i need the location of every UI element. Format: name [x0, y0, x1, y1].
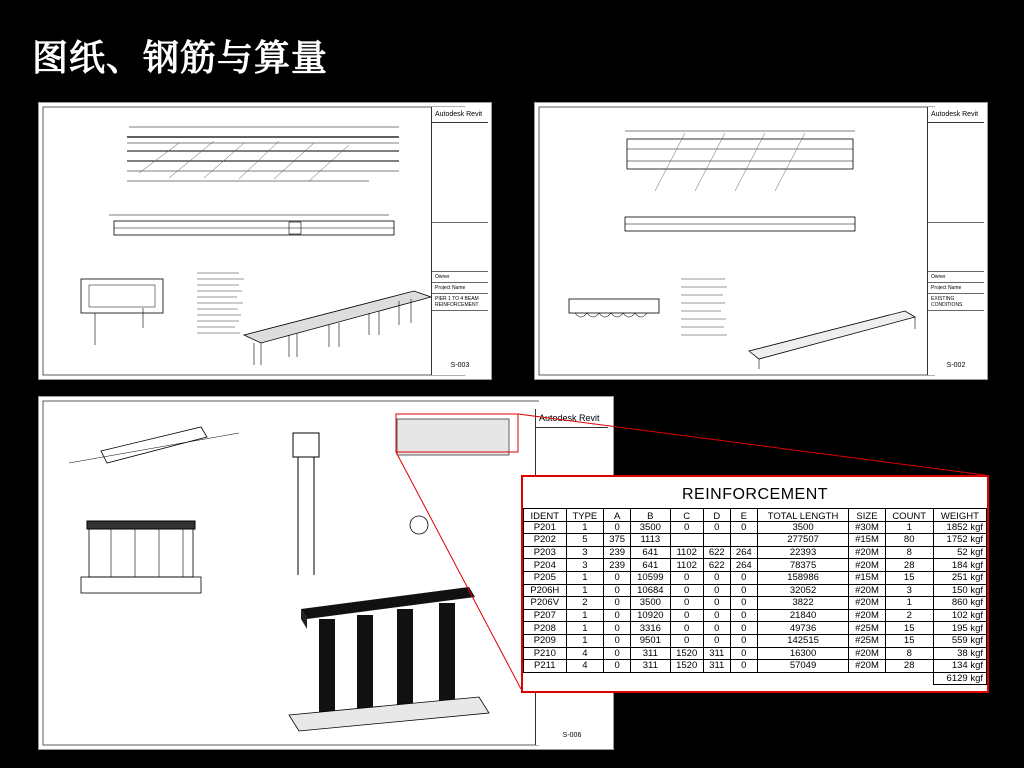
table-row: [524, 647, 987, 660]
table-cell: 264: [730, 559, 757, 572]
empty-cell: [885, 672, 933, 685]
table-cell: 0: [703, 609, 730, 622]
table-cell: #20M: [849, 647, 885, 660]
table-cell: 8: [885, 647, 933, 660]
sheet-number: S-003: [450, 362, 470, 369]
table-cell: 0: [604, 647, 631, 660]
table-cell: 8: [885, 546, 933, 559]
table-cell: 1852 kgf: [933, 521, 986, 534]
table-cell: #20M: [849, 584, 885, 597]
table-cell: 0: [670, 609, 703, 622]
table-cell: 0: [670, 521, 703, 534]
table-cell: 0: [670, 622, 703, 635]
table-cell: #20M: [849, 597, 885, 610]
table-cell: 1: [566, 609, 604, 622]
table-cell: 80: [885, 534, 933, 547]
table-cell: 239: [604, 559, 631, 572]
table-cell: 4: [566, 660, 604, 673]
table-cell: 28: [885, 559, 933, 572]
table-cell: P204: [524, 559, 567, 572]
table-cell: P210: [524, 647, 567, 660]
table-row: [524, 660, 987, 673]
table-cell: 57049: [757, 660, 849, 673]
table-cell: [670, 534, 703, 547]
table-cell: 311: [631, 660, 670, 673]
table-cell: 264: [730, 546, 757, 559]
table-cell: 0: [604, 634, 631, 647]
column-header: B: [631, 509, 670, 522]
table-cell: #25M: [849, 622, 885, 635]
table-cell: #25M: [849, 634, 885, 647]
empty-cell: [524, 672, 567, 685]
table-cell: 195 kgf: [933, 622, 986, 635]
table-cell: 0: [670, 634, 703, 647]
column-header: COUNT: [885, 509, 933, 522]
table-cell: P211: [524, 660, 567, 673]
table-cell: 311: [703, 660, 730, 673]
table-cell: 1: [885, 521, 933, 534]
table-cell: 0: [703, 634, 730, 647]
column-header: D: [703, 509, 730, 522]
table-cell: 78375: [757, 559, 849, 572]
empty-cell: [566, 672, 604, 685]
table-row: [524, 609, 987, 622]
reinforcement-table: [523, 508, 987, 685]
title-block-sheet-name: PIER 1 TO 4 BEAM REINFORCEMENT: [432, 294, 488, 311]
title-block-brand: Autodesk Revit: [536, 409, 608, 428]
table-cell: 15: [885, 571, 933, 584]
table-row: [524, 584, 987, 597]
table-row: [524, 622, 987, 635]
title-block-project: Project Name: [432, 283, 488, 294]
table-cell: 559 kgf: [933, 634, 986, 647]
table-cell: 102 kgf: [933, 609, 986, 622]
table-cell: 0: [604, 622, 631, 635]
table-cell: 49736: [757, 622, 849, 635]
table-cell: 32052: [757, 584, 849, 597]
table-cell: 3: [885, 584, 933, 597]
table-cell: 134 kgf: [933, 660, 986, 673]
table-cell: 0: [604, 584, 631, 597]
reinforcement-schedule-callout: [521, 475, 989, 693]
table-row: [524, 534, 987, 547]
table-cell: 142515: [757, 634, 849, 647]
table-row: [524, 521, 987, 534]
empty-cell: [631, 672, 670, 685]
table-cell: 641: [631, 559, 670, 572]
table-cell: 311: [703, 647, 730, 660]
table-cell: 16300: [757, 647, 849, 660]
table-cell: 0: [730, 521, 757, 534]
table-cell: 0: [730, 622, 757, 635]
table-cell: 22393: [757, 546, 849, 559]
table-cell: 184 kgf: [933, 559, 986, 572]
table-cell: 1: [885, 597, 933, 610]
table-cell: 0: [670, 584, 703, 597]
empty-cell: [757, 672, 849, 685]
table-cell: 0: [703, 622, 730, 635]
table-cell: 3500: [757, 521, 849, 534]
table-cell: P206V: [524, 597, 567, 610]
column-header: E: [730, 509, 757, 522]
empty-cell: [670, 672, 703, 685]
empty-cell: [730, 672, 757, 685]
table-cell: 0: [604, 571, 631, 584]
table-cell: 28: [885, 660, 933, 673]
table-cell: 0: [703, 521, 730, 534]
empty-cell: [703, 672, 730, 685]
table-cell: 0: [730, 634, 757, 647]
column-header: A: [604, 509, 631, 522]
table-cell: 277507: [757, 534, 849, 547]
table-row: [524, 546, 987, 559]
table-cell: P207: [524, 609, 567, 622]
table-cell: [730, 534, 757, 547]
table-row: [524, 597, 987, 610]
table-cell: 2: [885, 609, 933, 622]
table-cell: 21840: [757, 609, 849, 622]
table-cell: 1: [566, 584, 604, 597]
total-weight: 6129 kgf: [933, 672, 986, 685]
table-cell: 251 kgf: [933, 571, 986, 584]
table-cell: #20M: [849, 660, 885, 673]
table-cell: 0: [703, 584, 730, 597]
table-cell: 3: [566, 559, 604, 572]
table-cell: 3316: [631, 622, 670, 635]
table-cell: 3500: [631, 597, 670, 610]
empty-cell: [849, 672, 885, 685]
table-cell: 860 kgf: [933, 597, 986, 610]
table-cell: 0: [670, 597, 703, 610]
table-cell: #15M: [849, 534, 885, 547]
table-row: [524, 571, 987, 584]
page-title: 图纸、钢筋与算量: [32, 38, 329, 79]
title-block-client: Owner: [928, 272, 984, 283]
column-header: TOTAL LENGTH: [757, 509, 849, 522]
table-cell: 4: [566, 647, 604, 660]
table-cell: 1102: [670, 559, 703, 572]
table-cell: P206H: [524, 584, 567, 597]
table-cell: 0: [730, 647, 757, 660]
table-cell: #20M: [849, 559, 885, 572]
table-cell: 311: [631, 647, 670, 660]
table-cell: 1: [566, 634, 604, 647]
table-cell: P202: [524, 534, 567, 547]
column-header: IDENT: [524, 509, 567, 522]
table-cell: 622: [703, 559, 730, 572]
table-cell: 0: [730, 584, 757, 597]
table-cell: 1: [566, 622, 604, 635]
table-cell: [703, 534, 730, 547]
table-cell: 1113: [631, 534, 670, 547]
table-cell: 239: [604, 546, 631, 559]
table-cell: 10684: [631, 584, 670, 597]
sheet-number: S-006: [562, 732, 582, 739]
table-cell: 0: [670, 571, 703, 584]
table-cell: 1: [566, 521, 604, 534]
table-cell: 52 kgf: [933, 546, 986, 559]
column-header: TYPE: [566, 509, 604, 522]
title-block-client: Owner: [432, 272, 488, 283]
table-cell: 1: [566, 571, 604, 584]
table-cell: 0: [730, 571, 757, 584]
schedule-title: REINFORCEMENT: [681, 486, 829, 503]
table-cell: 158986: [757, 571, 849, 584]
table-cell: 3500: [631, 521, 670, 534]
table-cell: 0: [703, 571, 730, 584]
table-cell: 622: [703, 546, 730, 559]
table-cell: #15M: [849, 571, 885, 584]
table-cell: 2: [566, 597, 604, 610]
table-cell: P205: [524, 571, 567, 584]
empty-cell: [604, 672, 631, 685]
title-block-brand: Autodesk Revit: [432, 107, 488, 123]
table-cell: 0: [604, 609, 631, 622]
table-cell: 3: [566, 546, 604, 559]
table-cell: #20M: [849, 609, 885, 622]
table-cell: 3822: [757, 597, 849, 610]
title-block-sheet-name: EXISTING CONDITIONS: [928, 294, 984, 311]
table-cell: 5: [566, 534, 604, 547]
table-cell: 375: [604, 534, 631, 547]
table-row: [524, 559, 987, 572]
table-cell: 1520: [670, 660, 703, 673]
table-cell: 0: [604, 597, 631, 610]
column-header: SIZE: [849, 509, 885, 522]
table-cell: 15: [885, 634, 933, 647]
table-cell: 10920: [631, 609, 670, 622]
sheet-number: S-002: [946, 362, 966, 369]
table-cell: 1520: [670, 647, 703, 660]
table-cell: 641: [631, 546, 670, 559]
table-cell: #20M: [849, 546, 885, 559]
column-header: C: [670, 509, 703, 522]
table-cell: P203: [524, 546, 567, 559]
title-block-brand: Autodesk Revit: [928, 107, 984, 123]
table-cell: 9501: [631, 634, 670, 647]
table-cell: 150 kgf: [933, 584, 986, 597]
title-block-project: Project Name: [928, 283, 984, 294]
table-row: [524, 634, 987, 647]
table-cell: 1102: [670, 546, 703, 559]
table-cell: 15: [885, 622, 933, 635]
table-cell: 0: [604, 521, 631, 534]
table-cell: #30M: [849, 521, 885, 534]
table-cell: 10599: [631, 571, 670, 584]
table-cell: 0: [730, 609, 757, 622]
column-header: WEIGHT: [933, 509, 986, 522]
table-cell: 1752 kgf: [933, 534, 986, 547]
table-cell: P209: [524, 634, 567, 647]
table-cell: 0: [604, 660, 631, 673]
table-cell: 0: [703, 597, 730, 610]
total-row: [524, 672, 987, 685]
table-cell: 0: [730, 597, 757, 610]
table-cell: 38 kgf: [933, 647, 986, 660]
table-cell: P201: [524, 521, 567, 534]
table-cell: 0: [730, 660, 757, 673]
table-cell: P208: [524, 622, 567, 635]
